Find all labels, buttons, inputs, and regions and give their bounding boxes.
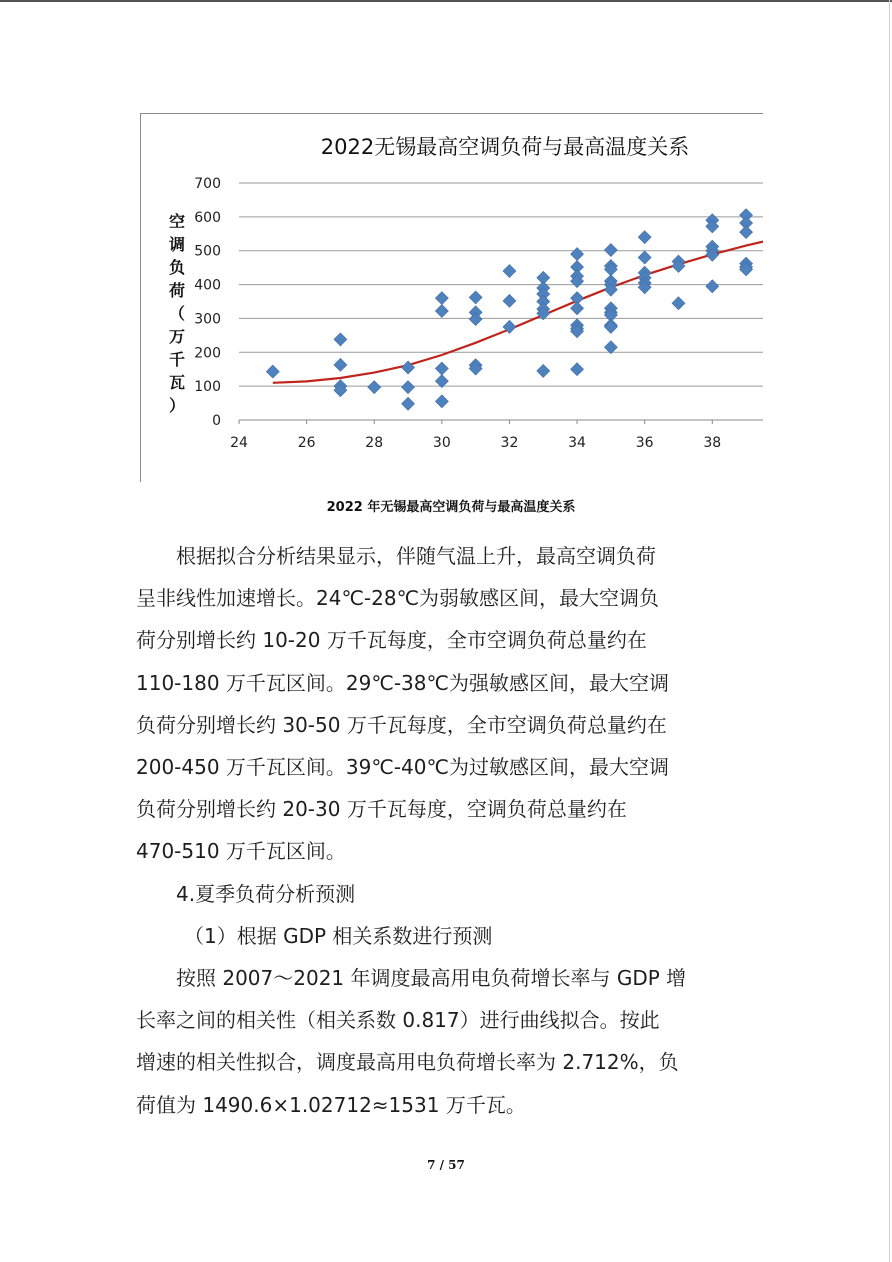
scatter-point bbox=[402, 381, 415, 394]
scatter-point bbox=[435, 375, 448, 388]
x-tick-label: 36 bbox=[635, 435, 654, 451]
trend-line bbox=[273, 242, 763, 383]
paragraph-line: 按照 2007～2021 年调度最高用电负荷增长率与 GDP 增 bbox=[176, 966, 687, 991]
scatter-point bbox=[638, 231, 651, 244]
scatter-point bbox=[638, 251, 651, 264]
chart-title: 2022无锡最高空调负荷与最高温度关系 bbox=[320, 135, 690, 159]
scatter-point bbox=[537, 364, 550, 377]
scatter-point bbox=[604, 320, 617, 333]
scatter-point bbox=[435, 362, 448, 375]
paragraph-line: 荷值为 1490.6×1.02712≈1531 万千瓦。 bbox=[136, 1092, 526, 1117]
scatter-point bbox=[435, 395, 448, 408]
page-top-border bbox=[0, 0, 892, 2]
y-tick-label: 300 bbox=[194, 311, 221, 328]
scatter-point bbox=[334, 358, 347, 371]
paragraph-line: 呈非线性加速增长。24℃-28℃为弱敏感区间，最大空调负 bbox=[136, 586, 660, 611]
page-right-border bbox=[889, 0, 890, 1262]
section-heading: 4.夏季负荷分析预测 bbox=[176, 881, 356, 906]
paragraph-sensitivity bbox=[136, 535, 762, 1126]
y-tick-label: 700 bbox=[194, 176, 221, 192]
scatter-point bbox=[740, 226, 753, 239]
x-tick-label: 28 bbox=[365, 435, 384, 451]
scatter-point bbox=[435, 292, 448, 305]
x-tick-label: 34 bbox=[568, 435, 586, 451]
scatter-point bbox=[469, 291, 482, 304]
scatter-point bbox=[604, 341, 617, 354]
y-tick-label: 0 bbox=[212, 413, 221, 429]
scatter-point bbox=[334, 333, 347, 346]
y-tick-label: 200 bbox=[194, 345, 221, 362]
y-tick-label: 500 bbox=[194, 243, 221, 260]
figure-caption: 2022 年无锡最高空调负荷与最高温度关系 bbox=[326, 500, 576, 515]
page-number: 7 / 57 bbox=[427, 1158, 465, 1172]
scatter-point bbox=[571, 248, 584, 261]
paragraph-line: 470-510 万千瓦区间。 bbox=[136, 839, 346, 864]
x-tick-label: 38 bbox=[703, 435, 722, 451]
paragraph-line: 长率之间的相关性（相关系数 0.817）进行曲线拟合。按此 bbox=[136, 1008, 660, 1033]
chart-frame bbox=[140, 113, 763, 482]
y-axis-label: 空调负荷（万千瓦） bbox=[168, 212, 186, 415]
paragraph-line: 根据拟合分析结果显示，伴随气温上升，最高空调负荷 bbox=[176, 544, 656, 568]
scatter-point bbox=[604, 244, 617, 257]
scatter-point bbox=[435, 304, 448, 317]
y-tick-label: 100 bbox=[194, 379, 221, 396]
scatter-point bbox=[266, 365, 279, 378]
scatter-point bbox=[672, 297, 685, 310]
y-tick-label: 400 bbox=[194, 277, 221, 294]
scatter-point bbox=[571, 363, 584, 376]
paragraph-line: 负荷分别增长约 20-30 万千瓦每度，空调负荷总量约在 bbox=[136, 797, 627, 822]
x-tick-label: 30 bbox=[432, 435, 451, 451]
x-tick-label: 32 bbox=[500, 435, 519, 451]
x-tick-label: 26 bbox=[297, 435, 316, 451]
subsection-heading: （1）根据 GDP 相关系数进行预测 bbox=[184, 923, 493, 948]
scatter-point bbox=[368, 381, 381, 394]
paragraph-line: 110-180 万千瓦区间。29℃-38℃为强敏感区间，最大空调 bbox=[136, 670, 669, 695]
x-tick-label: 24 bbox=[230, 435, 248, 451]
scatter-point bbox=[503, 294, 516, 307]
scatter-chart bbox=[141, 114, 763, 482]
scatter-point bbox=[402, 397, 415, 410]
paragraph-line: 200-450 万千瓦区间。39℃-40℃为过敏感区间，最大空调 bbox=[136, 755, 669, 780]
scatter-point bbox=[706, 280, 719, 293]
y-tick-label: 600 bbox=[194, 209, 221, 226]
paragraph-line: 增速的相关性拟合，调度最高用电负荷增长率为 2.712%，负 bbox=[136, 1050, 679, 1075]
paragraph-line: 荷分别增长约 10-20 万千瓦每度，全市空调负荷总量约在 bbox=[136, 628, 647, 653]
scatter-point bbox=[503, 265, 516, 278]
paragraph-line: 负荷分别增长约 30-50 万千瓦每度，全市空调负荷总量约在 bbox=[136, 712, 667, 737]
